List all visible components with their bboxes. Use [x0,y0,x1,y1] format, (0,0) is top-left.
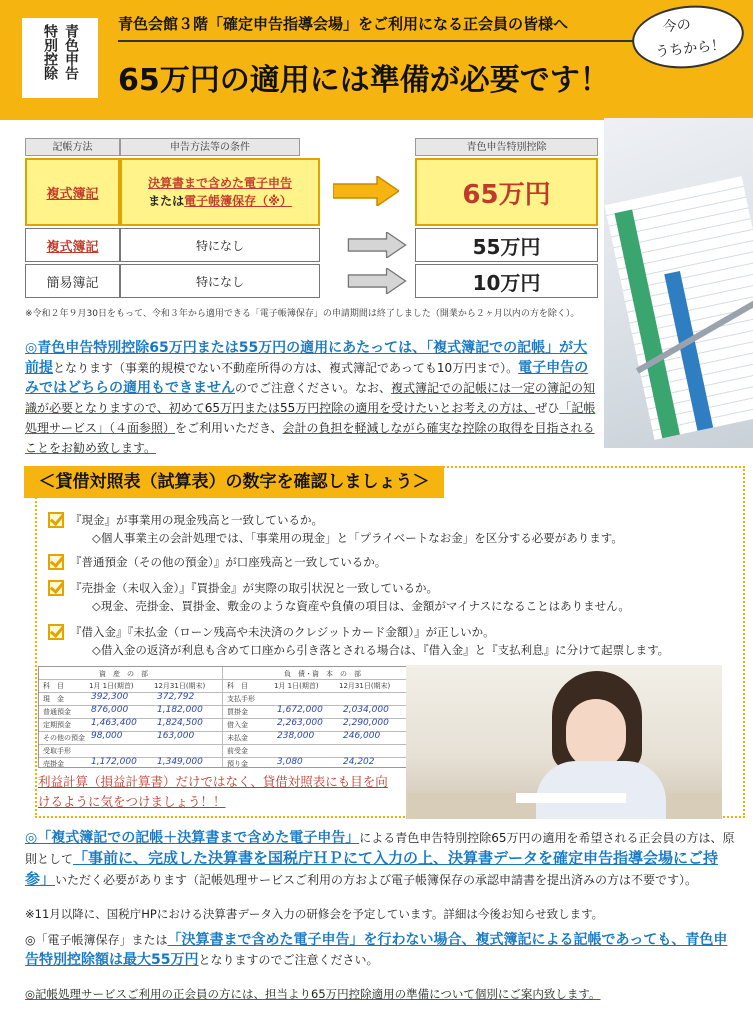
bs-value: 392,300 [91,692,129,702]
check-item: 『普通預金（その他の預金）』が口座残高と一致しているか。 [70,555,387,569]
bubble-line-1: 今の [662,16,692,36]
bs-account: 現 金 [43,695,64,703]
bs-value: 876,000 [91,705,129,715]
paragraph-2: ◎「複式簿記での記帳＋決算書まで含めた電子申告」による青色申告特別控除65万円の適用を希望される正会員の方は、原則として「事前に、完成した決算書を国税庁ＨＰにて入力の上、決算書データを確定申告指導会場にご持参」いただく必要があります（記帳処理サービスご利用の方および電子帳簿保存の承認申請書を提出済みの方は不要です）。 [25,830,735,888]
bs-value: 1,172,000 [91,757,137,767]
bs-value: 238,000 [277,731,315,741]
bs-col-header: 科 目 [227,682,248,690]
arrow-right-icon [333,176,399,206]
bs-header-left: 資 産 の 部 [99,670,148,678]
bs-value: 372,792 [157,692,195,702]
arrow-right-icon [347,268,407,294]
bs-value: 246,000 [343,731,381,741]
table-row-1-amount: 65万円 [415,158,598,226]
woman-photo [406,665,722,819]
bs-value: 1,824,500 [157,718,203,728]
table-row-2-condition: 特になし [120,228,320,262]
bs-value: 2,263,000 [277,718,323,728]
bs-account: 借入金 [227,721,248,729]
check-item-sub: ◇個人事業主の会計処理では、「事業用の現金」と「プライベートなお金」を区分する必要があります。 [92,531,623,545]
paragraph-1: ◎青色申告特別控除65万円または55万円の適用にあたっては、「複式簿記での記帳」が大前提となります（事業的規模でない不動産所得の方は、複式簿記であっても10万円まで）。電子申告のみではどちらの適用もできませんのでご注意ください。なお、複式簿記での記帳には一定の簿記の知識が必要となりますので、初めて65万円または55万円控除の適用を受けたいとお考えの方は、ぜひ「記帳処理サービス」（４面参照）をご利用いただき、会計の負担を軽減しながら確実な控除の取得を目指されることをお勧め致します。 [25,340,596,455]
bs-value: 24,202 [343,757,375,767]
paragraph-5: ◎記帳処理サービスご利用の正会員の方には、担当より65万円控除適用の準備について個別にご案内致します。 [25,987,601,1001]
check-item: 『借入金』『未払金（ローン残高や未決済のクレジットカード金額）』が正しいか。 [70,625,495,639]
bs-account: 支払手形 [227,695,255,703]
balance-sheet-image [38,666,408,768]
table-note: ※令和２年９月30日をもって、令和３年から適用できる「電子帳簿保存」の申請期間は終了しました（開業から２ヶ月以内の方を除く）。 [25,309,580,319]
page-title: 65万円の適用には準備が必要です！ [118,63,610,98]
bs-account: 普通預金 [43,708,71,716]
bs-value: 2,034,000 [343,705,389,715]
table-row-1-method: 複式簿記 [25,158,120,226]
bs-value: 1,672,000 [277,705,323,715]
checkbox-icon [48,580,64,596]
bs-account: 受取手形 [43,747,71,755]
balance-sheet-note: 利益計算（損益計算書）だけではなく、貸借対照表にも目を向けるように気をつけましょう！！ [38,774,388,809]
document-photo [604,118,753,448]
bs-account: 売掛金 [43,760,64,768]
check-item: 『現金』が事業用の現金残高と一致しているか。 [70,513,323,527]
bs-account: 前受金 [227,747,248,755]
section-title: ＜貸借対照表（試算表）の数字を確認しましょう＞ [24,466,444,498]
bs-value: 163,000 [157,731,195,741]
header-banner [0,0,753,120]
bs-date: 1月 1日(期首) [274,682,319,690]
table-row-1-condition: 決算書まで含めた電子申告 または電子帳簿保存（※） [120,158,320,226]
bs-account: その他の預金 [43,734,85,742]
table-row-2-method: 複式簿記 [25,228,120,262]
table-header-condition: 申告方法等の条件 [120,138,300,156]
table-header-method: 記帳方法 [25,138,120,156]
table-row-3-method: 簡易簿記 [25,264,120,298]
divider [118,40,638,42]
bs-date: 1月 1日(期首) [89,682,134,690]
badge-line-1: 青色申告 [63,24,79,80]
paragraph-3: ※11月以降に、国税庁HPにおける決算書データ入力の研修会を予定しています。詳細は今後お知らせ致します。 [25,907,604,921]
checkbox-icon [48,512,64,528]
bs-header-right: 負 債・資 本 の 部 [284,670,361,678]
bubble-line-2: うちから！ [654,37,726,61]
deduction-table [25,138,598,304]
bs-account: 預り金 [227,760,248,768]
bs-value: 1,349,000 [157,757,203,767]
check-item-sub: ◇現金、売掛金、買掛金、敷金のような資産や負債の項目は、金額がマイナスになることはありません。 [92,599,630,613]
badge-line-2: 特別控除 [42,24,58,80]
bs-value: 98,000 [91,731,123,741]
bs-value: 1,463,400 [91,718,137,728]
checkbox-icon [48,624,64,640]
badge [22,18,98,98]
bs-value: 2,290,000 [343,718,389,728]
table-row-2-amount: 55万円 [415,228,598,262]
bs-col-header: 科 目 [43,682,64,690]
table-header-deduction: 青色申告特別控除 [415,138,598,156]
check-item: 『売掛金（未収入金）』『買掛金』が実際の取引状況と一致しているか。 [70,581,438,595]
subtitle: 青色会館３階「確定申告指導会場」をご利用になる正会員の皆様へ [118,15,569,33]
bs-account: 定期預金 [43,721,71,729]
bs-value: 3,080 [277,757,303,767]
bs-account: 買掛金 [227,708,248,716]
bs-date: 12月31日(期末) [339,682,391,690]
paragraph-4: ◎「電子帳簿保存」または「決算書まで含めた電子申告」を行わない場合、複式簿記による記帳であっても、青色申告特別控除額は最大55万円となりますのでご注意ください。 [25,932,728,968]
arrow-right-icon [347,232,407,258]
bs-value: 1,182,000 [157,705,203,715]
bs-date: 12月31日(期末) [154,682,206,690]
checkbox-icon [48,554,64,570]
table-row-3-amount: 10万円 [415,264,598,298]
check-item-sub: ◇借入金の返済が利息も含めて口座から引き落とされる場合は、『借入金』と『支払利息』に分けて起票します。 [92,643,670,657]
table-row-3-condition: 特になし [120,264,320,298]
speech-bubble [629,0,747,73]
bs-account: 未払金 [227,734,248,742]
